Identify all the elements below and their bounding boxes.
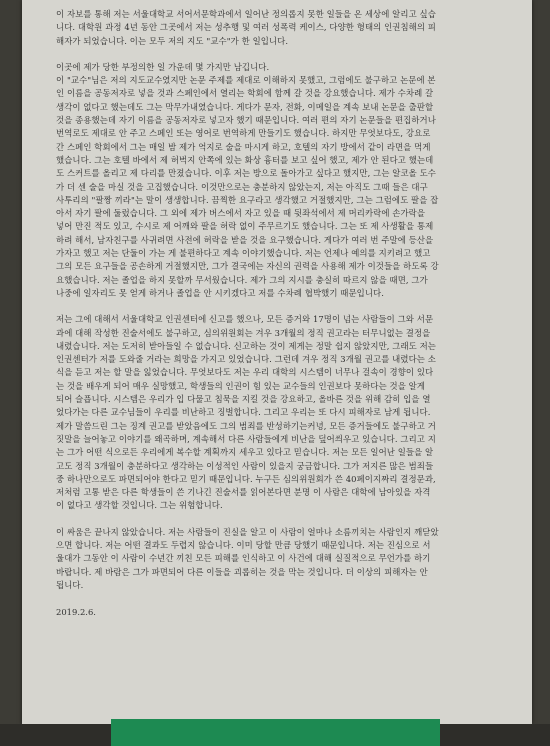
paragraph-line: 는 그가 어떤 식으로든 우리에게 복수할 계획까지 세우고 있다고 믿습니다. 저는 모든 일어난 일들을 알 <box>56 447 434 458</box>
paragraph-line: 것을 종용했는데 자기 이름을 공동저자로 넣고자 했기 때문입니다. 여러 편의 자기 논문들을 편집하거나 <box>56 115 436 126</box>
paragraph-line: 이 "교수"님은 저의 지도교수였지만 논문 주제를 제대로 이해하지 못했고, 그럼에도 불구하고 논문에 본 <box>56 75 436 86</box>
paragraph-line: 넣어 만진 적도 있고, 수시로 제 어깨와 팔을 허락 없이 주무르기도 했습니다. 그는 또 제 사생활을 통제 <box>56 221 434 232</box>
paragraph-line: 이곳에 제가 당한 부정의한 일 가운데 몇 가지만 남깁니다. <box>56 61 270 72</box>
notice-body <box>56 8 518 619</box>
paragraph-line: 식을 듣고 저는 할 말을 잃었습니다. 무엇보다도 저는 우리 대학의 시스템이 너무나 걸속이 경향이 있다 <box>56 367 434 378</box>
paragraph-line: 간 스페인 학회에서 그는 매일 밤 제가 억지로 술을 마시게 하고, 호텔의 자기 방에서 같이 라면을 먹게 <box>56 141 431 152</box>
paragraph-line: 하려 해서, 남자친구를 사귀려면 사전에 허락을 받을 것을 요구했습니다. 게다가 여러 번 주말에 등산을 <box>56 234 434 245</box>
notice-paragraph-2 <box>56 61 518 300</box>
paragraph-line: 나중에 일자리도 못 얻게 하거나 졸업을 안 시키겠다고 저를 수차례 협박했기 때문입니다. <box>56 287 384 298</box>
paragraph-line: 었다가는 다른 교수님들이 우리를 비난하고 징벌합니다. 그리고 우리는 또 다시 피해자로 남게 됩니다. <box>56 407 431 418</box>
paragraph-line: 바랍니다. 제 바람은 그가 파면되어 다른 이들을 괴롭히는 것을 막는 것입니다. 더 이상의 피해자는 안 <box>56 566 428 577</box>
paragraph-line: 이 없다고 생각할 것입니다. 그는 위험합니다. <box>56 500 223 511</box>
paragraph-line: 요했습니다. 저는 졸업을 하지 못할까 무서웠습니다. 제가 그의 지시를 충실히 따르지 않을 때면, 그가 <box>56 274 428 285</box>
paragraph-line: 울대가 그동안 이 사람이 수년간 끼친 모든 피해를 인식하고 이 사건에 대해 실질적으로 무언가를 하기 <box>56 553 431 564</box>
paragraph-line: 생각이 없다고 했는데도 그는 막무가내였습니다. 게다가 문자, 전화, 이메일을 계속 보내 논문을 출판할 <box>56 101 434 112</box>
paragraph-line: 했습니다. 그는 호텔 바에서 제 허벅지 안쪽에 있는 화상 흉터를 보고 싶어 했고, 제가 안 된다고 했는데 <box>56 154 434 165</box>
paragraph-line: 는 것을 배우게 되어 매우 실망했고, 학생들의 인권이 힘 있는 교수들의 인권보다 못하다는 것을 알게 <box>56 380 426 391</box>
paragraph-line: 고도 정직 3개월이 충분하다고 생각하는 이성적인 사람이 있을지 궁금합니다. 그가 저지른 많은 범죄들 <box>56 460 434 471</box>
posted-notice-sheet <box>22 0 532 724</box>
paragraph-line: 그의 모든 요구들을 공손하게 거절했지만, 그가 결국에는 자신의 권력을 사용해 제가 이것들을 하도록 강 <box>56 261 439 272</box>
paragraph-line: 과에 대해 작성한 진술서에도 불구하고, 심의위원회는 겨우 3개월의 정직 권고라는 터무니없는 결정을 <box>56 327 431 338</box>
paragraph-line: 인권센터가 저를 도와줄 거라는 희망을 가지고 있었습니다. 그런데 겨우 정직 3개월 권고를 내렸다는 소 <box>56 354 436 365</box>
paragraph-line: 번역로도 제대로 안 주고 스페인 또는 영어로 번역하게 만들기도 했습니다. 하지만 무엇보다도, 강요로 <box>56 128 431 139</box>
paragraph-line: 도 스커트를 올리고 제 다리를 만졌습니다. 이후 저는 방으로 돌아가고 싶다고 했지만, 그는 알코올 도수 <box>56 168 436 179</box>
paragraph-line: 아서 자기 팔에 둘렀습니다. 그 외에 제가 버스에서 자고 있을 때 뒷좌석에서 제 머리카락에 손가락을 <box>56 208 426 219</box>
notice-date: 2019.2.6. <box>56 607 96 618</box>
paragraph-line: 되어 슬픕니다. 시스템은 우리가 입 다물고 침묵을 지킬 것을 강요하고, 올바른 것을 위해 감히 입을 열 <box>56 394 431 405</box>
paragraph-line: 이 자보를 통해 저는 서울대학교 서어서문학과에서 일어난 정의롭지 못한 일들을 온 세상에 알리고 싶습 <box>56 9 436 19</box>
paragraph-line: 가 더 센 술을 마실 것을 고집했습니다. 이것만으로는 충분하지 않았는지, 저는 아직도 그때 들은 대구 <box>56 181 428 192</box>
paragraph-line: 저는 그에 대해서 서울대학교 인권센터에 신고를 했으나, 모든 증거와 17명이 넘는 사람들이 그와 서문 <box>56 314 434 325</box>
paragraph-line: 이 싸움은 끝나지 않았습니다. 저는 사람들이 진실을 알고 이 사람이 얼마나 소름끼치는 사람인지 깨닫았 <box>56 526 439 537</box>
paragraph-line: 됩니다. <box>56 579 84 590</box>
notice-paragraph-4 <box>56 526 518 592</box>
notice-paragraph-3 <box>56 313 518 512</box>
notice-paragraph-1 <box>56 8 518 48</box>
paragraph-line: 저처럼 고통 받은 다른 학생들이 쓴 기나긴 진술서를 읽어본다면 분명 이 사람은 대학에 남아있을 자격 <box>56 487 431 498</box>
paragraph-line: 해자가 되었습니다. 이는 모두 저의 지도 "교수"가 한 일입니다. <box>56 35 289 46</box>
green-board-edge <box>111 719 440 746</box>
paragraph-line: 제가 말씀드린 그는 징계 권고를 받았음에도 그의 범죄를 반성하기는커녕, 모든 증거들에도 불구하고 거 <box>56 420 436 431</box>
paragraph-line: 중 하나만으로도 파면되어야 한다고 믿기 때문입니다. 누구든 심의위원회가 쓴 40페이지짜리 결정문과, <box>56 473 436 484</box>
paragraph-line: 짓말을 늘어놓고 이야기를 왜곡하며, 계속해서 다른 사람들에게 비난을 덮어씌우고 있습니다. 그리고 지 <box>56 433 436 444</box>
paragraph-line: 으면 합니다. 저는 어떤 결과도 두렵지 않습니다. 이미 당할 만큼 당했기 때문입니다. 저는 진심으로 서 <box>56 539 431 550</box>
paragraph-line: 내렸습니다. 저는 도저히 받아들일 수 없습니다. 신고하는 것이 제게는 정말 쉽지 않았지만, 그래도 저는 <box>56 340 436 351</box>
paragraph-line: 인 이름을 공동저자로 넣을 것과 스페인에서 열리는 학회에 함께 갈 것을 강요했습니다. 제가 수차례 갈 <box>56 88 434 99</box>
paragraph-line: 가자고 했고 저는 단둘이 가는 게 불편하다고 계속 이야기했습니다. 저는 언제나 예의를 지키려고 했고 <box>56 248 431 259</box>
paragraph-line: 사투리의 "팔짱 끼라"는 말이 생생합니다. 끔찍한 요구라고 생각했고 거절했지만, 그는 그럼에도 팔을 잡 <box>56 194 439 205</box>
paragraph-line: 니다. 대학원 과정 4년 동안 그곳에서 저는 성추행 및 여러 성폭력 케이스, 다양한 형태의 인권침해의 피 <box>56 22 436 33</box>
